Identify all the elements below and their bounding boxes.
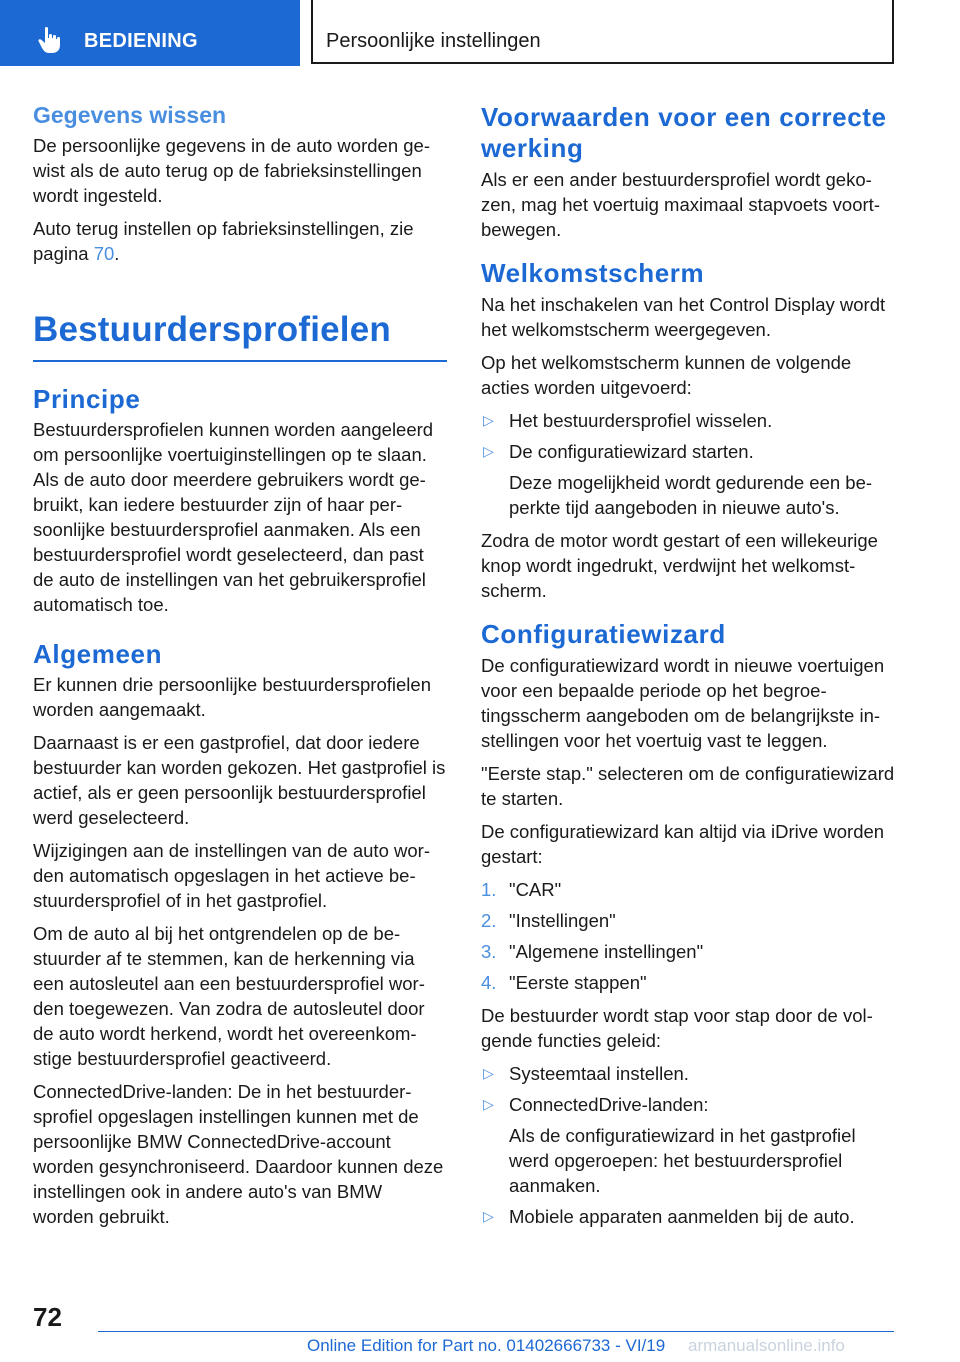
factory-reset-reference <box>33 216 447 266</box>
triangle-bullet-icon: ▷ <box>483 1096 494 1112</box>
list-item-note: Deze mogelijkheid wordt gedurende een beperkte tijd aangeboden in nieuwe auto's. <box>509 472 873 518</box>
welkomstscherm-paragraph-2: Op het welkomstscherm kunnen de volgende acties worden uitgevoerd: <box>481 352 852 398</box>
list-item: 1. "CAR" <box>481 879 562 900</box>
list-item-note: Als de configuratiewizard in het gastprofiel werd opgeroepen: het bestuurdersprofiel aanmaken. <box>509 1125 856 1196</box>
list-item: ▷ De configuratiewizard starten. Deze mogelijkheid wordt gedurende een beperkte tijd aangeboden in nieuwe auto's. <box>481 439 896 520</box>
configuratiewizard-paragraph-2: "Eerste stap." selecteren om de configuratiewizard te starten. <box>481 763 895 809</box>
algemeen-paragraph-3: Wijzigingen aan de instellingen van de auto worden automatisch opgeslagen in het actieve bestuurdersprofiel of in het gastprofiel. <box>33 840 430 911</box>
configuratiewizard-paragraph-3: De configuratiewizard kan altijd via iDrive worden gestart: <box>481 821 885 867</box>
welkomstscherm-actions-list <box>481 408 896 520</box>
page-label: Persoonlijke instellingen <box>326 30 541 52</box>
triangle-bullet-icon: ▷ <box>483 412 494 428</box>
factory-reset-end: . <box>114 243 120 264</box>
triangle-bullet-icon: ▷ <box>483 443 494 459</box>
left-column <box>33 100 447 1237</box>
hand-pointer-icon <box>38 26 64 54</box>
footer-divider <box>98 1331 894 1332</box>
list-item: ▷ Het bestuurdersprofiel wisselen. <box>483 410 773 431</box>
algemeen-heading: Algemeen <box>33 639 163 669</box>
welkomstscherm-paragraph-3: Zodra de motor wordt gestart of een willekeurige knop wordt ingedrukt, verdwijnt het welkomstscherm. <box>481 530 878 601</box>
configuratiewizard-paragraph-4: De bestuurder wordt stap voor stap door de volgende functies geleid: <box>481 1005 873 1051</box>
triangle-bullet-icon: ▷ <box>483 1208 494 1224</box>
voorwaarden-heading: Voorwaarden voor een correcte werking <box>481 102 887 163</box>
functions-list <box>481 1061 896 1229</box>
section-label: BEDIENING <box>84 30 198 52</box>
main-heading: Bestuurdersprofielen <box>33 310 447 362</box>
section-tab <box>0 0 300 66</box>
algemeen-paragraph-1: Er kunnen drie persoonlijke bestuurdersprofielen worden aangemaakt. <box>33 674 431 720</box>
list-item: 2. "Instellingen" <box>481 910 616 931</box>
configuratiewizard-heading: Configuratiewizard <box>481 619 726 649</box>
list-item: ▷ ConnectedDrive-landen: Als de configuratiewizard in het gastprofiel werd opgeroepen: het bestuurdersprofiel aanmaken. <box>481 1092 896 1198</box>
page-link-70[interactable]: 70 <box>93 243 115 264</box>
principe-paragraph: Bestuurdersprofielen kunnen worden aangeleerd om persoonlijke voertuiginstellingen op te slaan. Als de auto door meerdere gebruikers wordt gebruikt, kan iedere bestuurder zijn of haar persoonlijke bestuurdersprofiel aanmaken. Als een bestuurdersprofiel wordt geselecteerd, dan past de auto de instellingen van het gebruikersprofiel automatisch toe. <box>33 419 434 615</box>
footer-watermark: armanualsonline.info <box>688 1336 845 1355</box>
configuratiewizard-paragraph-1: De configuratiewizard wordt in nieuwe voertuigen voor een bepaalde periode op het begroetingsscherm aangeboden om de belangrijkste instellingen voor het voertuig vast te leggen. <box>481 655 885 751</box>
algemeen-paragraph-5: ConnectedDrive-landen: De in het bestuurdersprofiel opgeslagen instellingen kunnen met de persoonlijke BMW ConnectedDrive-account worden gesynchroniseerd. Daardoor kunnen deze instellingen ook in andere auto's van BMW worden gebruikt. <box>33 1081 444 1227</box>
right-column <box>481 100 896 1237</box>
principe-heading: Principe <box>33 384 141 414</box>
gegevens-wissen-paragraph: De persoonlijke gegevens in de auto worden gewist als de auto terug op de fabrieksinstellingen wordt ingesteld. <box>33 135 430 206</box>
gegevens-wissen-heading: Gegevens wissen <box>33 102 227 128</box>
welkomstscherm-paragraph-1: Na het inschakelen van het Control Display wordt het welkomstscherm weergegeven. <box>481 294 886 340</box>
list-item: ▷ Mobiele apparaten aanmelden bij de auto. <box>483 1206 855 1227</box>
idrive-steps-list <box>481 877 896 995</box>
list-item: 4. "Eerste stappen" <box>481 972 647 993</box>
voorwaarden-paragraph: Als er een ander bestuurdersprofiel wordt gekozen, mag het voertuig maximaal stapvoets voortbewegen. <box>481 169 880 240</box>
list-item: 3. "Algemene instellingen" <box>481 941 704 962</box>
list-item: ▷ Systeemtaal instellen. <box>483 1063 689 1084</box>
page-number: 72 <box>33 1302 62 1332</box>
algemeen-paragraph-4: Om de auto al bij het ontgrendelen op de bestuurder af te stemmen, kan de herkenning via een autosleutel aan een bestuurdersprofiel worden toegewezen. Van zodra de autosleutel door de auto wordt herkend, wordt het overeenkomstige bestuurdersprofiel geactiveerd. <box>33 923 425 1069</box>
triangle-bullet-icon: ▷ <box>483 1065 494 1081</box>
welkomstscherm-heading: Welkomstscherm <box>481 258 705 288</box>
factory-reset-text: Auto terug instellen op fabrieksinstellingen, zie pagina <box>33 218 414 264</box>
footer-edition: Online Edition for Part no. 01402666733 - VI/19 <box>307 1336 666 1355</box>
algemeen-paragraph-2: Daarnaast is er een gastprofiel, dat door iedere bestuurder kan worden gekozen. Het gastprofiel is actief, als er geen persoonlijk bestuurdersprofiel werd geselecteerd. <box>33 732 446 828</box>
